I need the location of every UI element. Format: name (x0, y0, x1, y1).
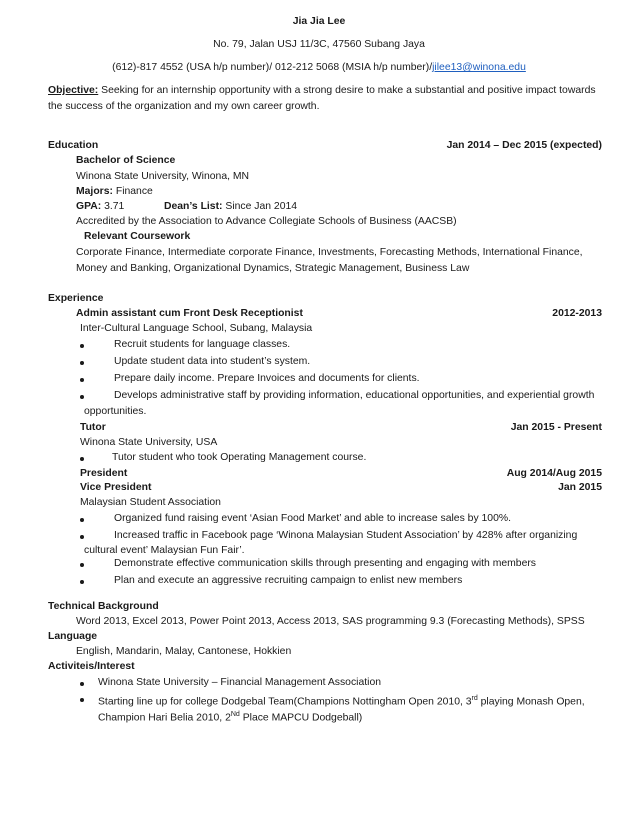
job3-dates2: Jan 2015 (558, 482, 602, 493)
job2-bullet: Tutor student who took Operating Management course. (112, 452, 367, 463)
job1-bullet-2: Update student data into student’s system. (114, 356, 311, 367)
language-text: English, Mandarin, Malay, Cantonese, Hokkien (76, 646, 292, 657)
bullet-icon (80, 395, 84, 399)
activity-bullet-2-line2-b: Place MAPCU Dodgeball) (239, 712, 363, 724)
accreditation: Accredited by the Association to Advance Collegiate Schools of Business (AACSB) (76, 216, 457, 227)
job3-org: Malaysian Student Association (80, 497, 221, 508)
job3-bullet-2-cont: cultural event’ Malaysian Fun Fair’. (84, 545, 245, 556)
deans-value: Since Jan 2014 (225, 201, 298, 212)
bullet-icon (80, 563, 84, 567)
deans-line (164, 200, 297, 214)
activity-bullet-2-part-b: playing Monash Open, (477, 696, 585, 708)
gpa-label: GPA: (76, 201, 102, 212)
job1-bullet-4-cont: opportunities. (84, 406, 147, 417)
activity-bullet-2-line2-a: Champion Hari Belia 2010, 2 (98, 712, 231, 724)
objective-line1 (48, 84, 596, 98)
bullet-icon (80, 682, 84, 686)
activity-bullet-2-sup: rd (471, 695, 478, 702)
coursework-heading: Relevant Coursework (84, 231, 191, 242)
deans-label: Dean’s List: (164, 201, 223, 212)
job1-bullet-1: Recruit students for language classes. (114, 339, 291, 350)
technical-heading: Technical Background (48, 601, 159, 612)
bullet-icon (80, 361, 84, 365)
job1-dates: 2012-2013 (552, 308, 602, 319)
activities-heading: Activiteis/Interest (48, 661, 135, 672)
objective-label: Objective: (48, 85, 99, 96)
bullet-icon (80, 698, 84, 702)
degree: Bachelor of Science (76, 155, 176, 166)
job3-title2: Vice President (80, 482, 152, 493)
majors-value: Finance (115, 186, 153, 197)
job2-title: Tutor (80, 422, 106, 433)
contact-line (0, 61, 638, 75)
job2-dates: Jan 2015 - Present (510, 422, 602, 433)
bullet-icon (80, 518, 84, 522)
education-dates: Jan 2014 – Dec 2015 (expected) (446, 140, 602, 151)
majors-line (76, 185, 153, 199)
address: No. 79, Jalan USJ 11/3C, 47560 Subang Jaya (213, 39, 425, 50)
technical-text: Word 2013, Excel 2013, Power Point 2013, Access 2013, SAS programming 9.3 (Forecasting Methods), SPSS (76, 616, 585, 627)
job2-org: Winona State University, USA (80, 437, 218, 448)
activity-bullet-2-line-2 (98, 708, 362, 725)
bullet-icon (80, 457, 84, 461)
activity-bullet-2-line2-sup: Nd (230, 711, 240, 718)
job3-bullet-4: Plan and execute an aggressive recruiting campaign to enlist new members (114, 575, 463, 586)
job1-bullet-4: Develops administrative staff by providing information, educational opportunities, and experiential growth (114, 390, 595, 401)
coursework-line-1: Corporate Finance, Intermediate corporate Finance, Investments, Forecasting Methods, International Finance, (76, 247, 583, 258)
phone-numbers: (612)-817 4552 (USA h/p number)/ 012-212 5068 (MSIA h/p number)/ (112, 62, 433, 73)
objective-text-2: the success of the organization and my own career growth. (48, 101, 320, 112)
activity-bullet-2 (98, 692, 585, 709)
coursework-line-2: Money and Banking, Organizational Dynamics, Strategic Management, Business Law (76, 263, 470, 274)
education-heading: Education (48, 140, 99, 151)
job3-dates: Aug 2014/Aug 2015 (506, 468, 602, 479)
bullet-icon (80, 535, 84, 539)
job3-bullet-2: Increased traffic in Facebook page ‘Winona Malaysian Student Association’ by 428% after organizing (114, 530, 578, 541)
job1-bullet-3: Prepare daily income. Prepare Invoices and documents for clients. (114, 373, 420, 384)
bullet-icon (80, 378, 84, 382)
job3-title: President (80, 468, 128, 479)
objective-text-1: Seeking for an internship opportunity with a strong desire to make a substantial and positive impact towards (101, 85, 596, 96)
bullet-icon (80, 580, 84, 584)
job3-bullet-3: Demonstrate effective communication skills through presenting and engaging with members (114, 558, 537, 569)
activity-bullet-2-part-a: Starting line up for college Dodgebal Team(Champions Nottingham Open 2010, 3 (98, 696, 472, 708)
language-heading: Language (48, 631, 98, 642)
activity-bullet-1: Winona State University – Financial Management Association (98, 677, 381, 688)
job3-bullet-1: Organized fund raising event ‘Asian Food Market’ and able to increase sales by 100%. (114, 513, 511, 524)
majors-label: Majors: (76, 186, 113, 197)
resume-name: Jia Jia Lee (292, 16, 346, 27)
job1-org: Inter-Cultural Language School, Subang, Malaysia (80, 323, 313, 334)
job1-title: Admin assistant cum Front Desk Receptionist (76, 308, 303, 319)
bullet-icon (80, 344, 84, 348)
gpa-line (76, 200, 124, 214)
email-link[interactable]: jilee13@winona.edu (432, 62, 526, 73)
school: Winona State University, Winona, MN (76, 171, 250, 182)
gpa-value: 3.71 (104, 201, 125, 212)
experience-heading: Experience (48, 293, 104, 304)
